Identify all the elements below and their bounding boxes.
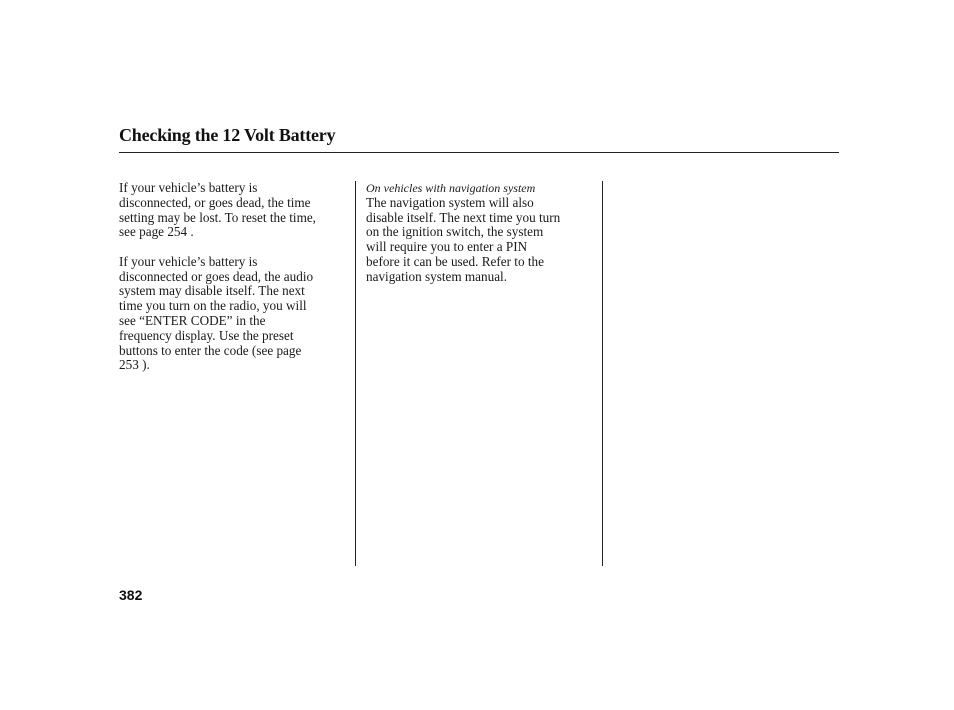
time-reset-paragraph: If your vehicle’s battery is disconnected, or goes dead, the time setting may be lost. To reset the time, see page 254 .	[119, 180, 316, 240]
navigation-paragraph: The navigation system will also disable itself. The next time you turn on the ignition switch, the system will require you to enter a PIN before it can be used. Refer to the navigation system manual.	[366, 194, 561, 284]
navigation-caption: On vehicles with navigation system	[366, 181, 536, 195]
middle-column	[366, 181, 598, 285]
title-underline-rule	[119, 152, 839, 153]
page-title: Checking the 12 Volt Battery	[119, 125, 336, 145]
left-column	[119, 181, 354, 373]
audio-code-paragraph: If your vehicle’s battery is disconnected or goes dead, the audio system may disable itself. The next time you turn on the radio, you will see “ENTER CODE” in the frequency display. Use the preset buttons to enter the code (see page 253 ).	[119, 253, 314, 373]
page-number: 382	[119, 587, 143, 603]
column-divider-right	[602, 181, 603, 566]
column-divider-left	[355, 181, 356, 566]
